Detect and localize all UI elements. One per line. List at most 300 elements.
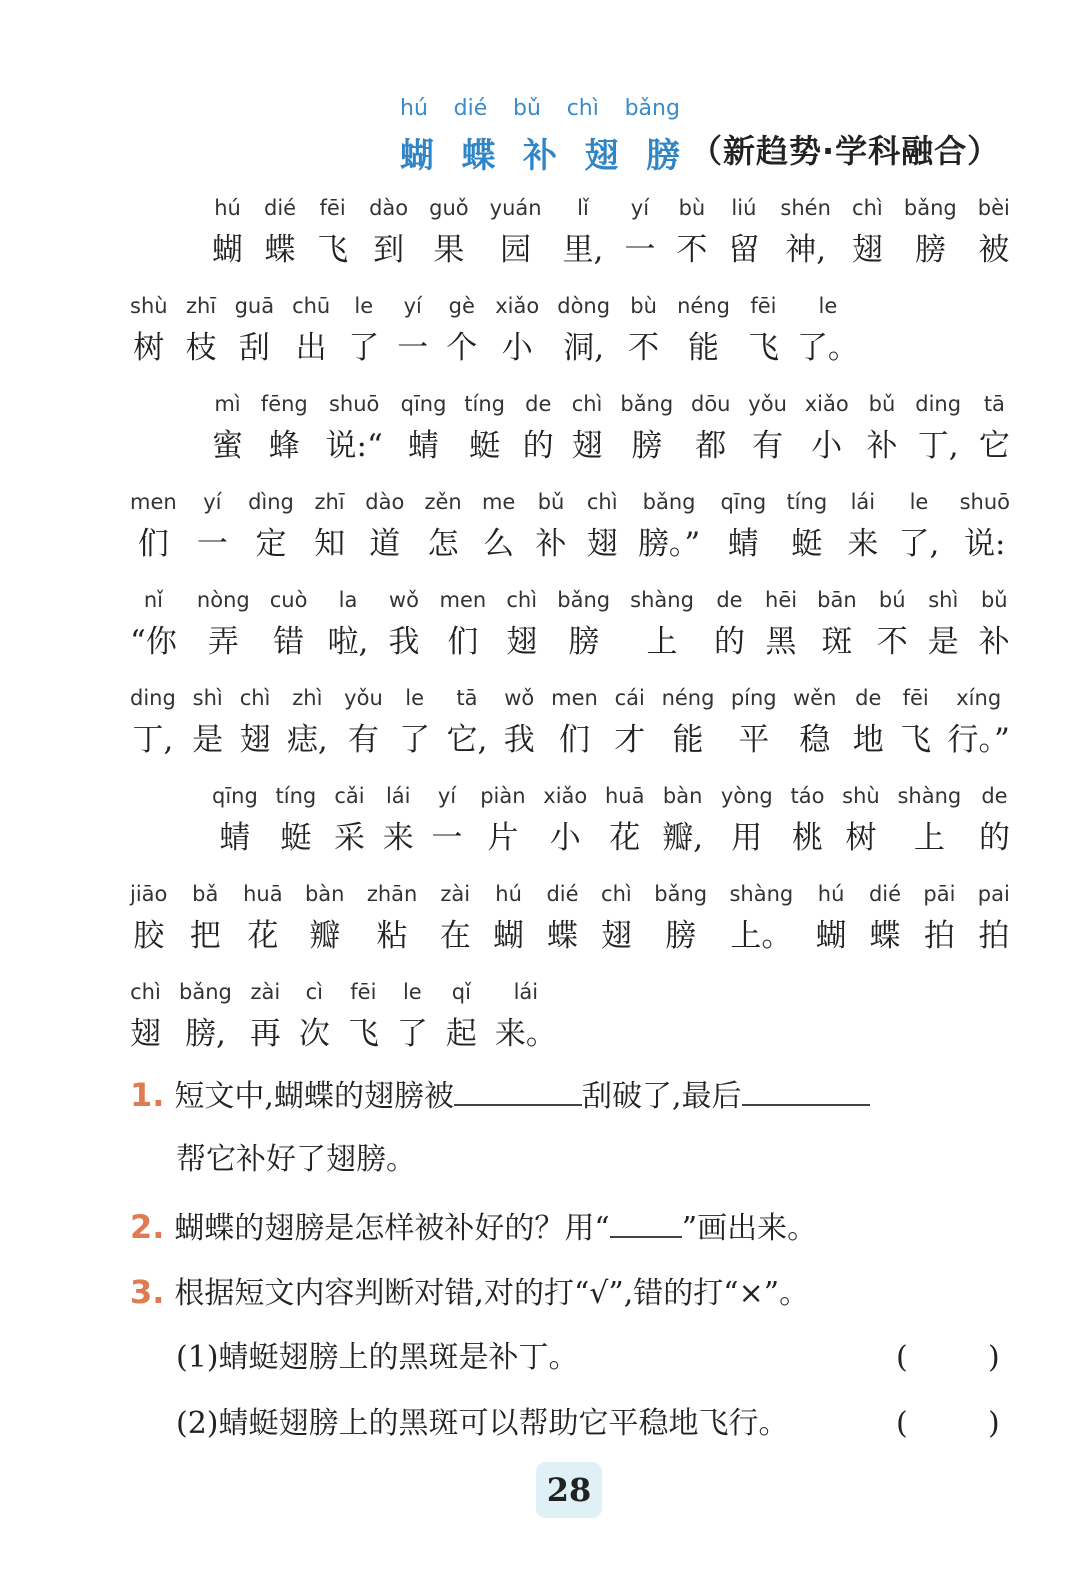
hanzi: 啦, [327, 624, 369, 660]
hanzi: 用 [731, 820, 763, 856]
pinyin: dié [264, 196, 297, 220]
question-number: 1. [130, 1076, 165, 1114]
pinyin: shì [928, 588, 959, 612]
pinyin: ding [130, 686, 176, 710]
pinyin: hēi [765, 588, 798, 612]
word-column [960, 490, 1010, 564]
hanzi: 补 [978, 624, 1010, 660]
pinyin: bǔ [868, 392, 896, 416]
answer-blank[interactable] [454, 1072, 582, 1106]
word-column [614, 686, 645, 760]
question-text: 刮破了,最后 [581, 1079, 742, 1114]
word-column [897, 784, 961, 858]
hanzi: 么 [483, 526, 515, 562]
pinyin: chū [292, 294, 331, 318]
word-column [721, 784, 773, 858]
question-text: ”画出来。 [681, 1211, 818, 1246]
word-column [676, 196, 707, 270]
pinyin: hú [214, 196, 241, 220]
title-char: 补 [523, 136, 557, 176]
hanzi: 飞 [317, 232, 349, 268]
hanzi: 一 [624, 232, 656, 268]
hanzi: 把 [189, 918, 221, 954]
pinyin: fēi [750, 294, 777, 318]
question-text: 蝴蝶的翅膀是怎样被补好的？用“ [174, 1211, 610, 1246]
word-column [729, 882, 793, 956]
hanzi: 膀 [665, 918, 697, 954]
hanzi: 片 [487, 820, 519, 856]
question-number: 3. [130, 1273, 165, 1311]
pinyin: de [981, 784, 1008, 808]
question-2 [130, 1204, 817, 1251]
hanzi: 们 [558, 722, 590, 758]
pinyin: tíng [464, 392, 505, 416]
word-column [638, 490, 700, 564]
word-column [677, 294, 730, 368]
hanzi: 的 [713, 624, 745, 660]
hanzi: 膀, [184, 1016, 226, 1052]
pinyin: shì [192, 686, 223, 710]
pinyin: pāi [923, 882, 956, 906]
word-column [504, 686, 535, 760]
hanzi: 蜻 [219, 820, 251, 856]
hanzi: 才 [614, 722, 646, 758]
answer-paren-open[interactable]: ( [896, 1340, 908, 1375]
title-category-tag: （新趋势·学科融合） [690, 132, 1001, 170]
pinyin: xiǎo [495, 294, 540, 318]
word-column [877, 588, 908, 662]
word-column [326, 392, 383, 466]
pinyin: le [402, 980, 422, 1004]
pinyin: wǒ [504, 686, 535, 710]
word-column [786, 490, 827, 564]
pinyin: fēng [260, 392, 308, 416]
pinyin: wěn [793, 686, 837, 710]
word-column [495, 980, 557, 1054]
word-column [344, 686, 383, 760]
answer-paren-close[interactable]: ) [988, 1406, 1000, 1441]
word-column [439, 588, 486, 662]
story-line [212, 784, 1010, 858]
word-column [847, 490, 878, 564]
answer-blank[interactable] [742, 1072, 870, 1106]
hanzi: 瓣 [309, 918, 341, 954]
word-column [979, 392, 1010, 466]
pinyin: bù [630, 294, 657, 318]
word-column [367, 882, 418, 956]
pinyin: mì [214, 392, 241, 416]
pinyin: me [481, 490, 516, 514]
hanzi: 说:“ [325, 428, 383, 464]
pinyin: dié [868, 882, 902, 906]
pinyin: fēi [350, 980, 377, 1004]
pinyin: lái [385, 784, 411, 808]
hanzi: 翅 [506, 624, 538, 660]
pinyin: bǎng [903, 196, 957, 220]
story-line [130, 686, 1010, 760]
hanzi: 一 [397, 330, 429, 366]
hanzi: 说: [964, 526, 1006, 562]
pinyin: le [354, 294, 374, 318]
hanzi: 里, [562, 232, 604, 268]
word-column [816, 882, 847, 956]
word-column [979, 588, 1010, 662]
hanzi: 了 [396, 1016, 428, 1052]
hanzi: 蜻 [408, 428, 440, 464]
pinyin: dìng [248, 490, 294, 514]
story-title [400, 96, 680, 177]
underline-sample-blank [610, 1204, 682, 1238]
hanzi: 有 [752, 428, 784, 464]
hanzi: 定 [255, 526, 287, 562]
hanzi: 再 [249, 1016, 281, 1052]
hanzi: 花 [247, 918, 279, 954]
pinyin: qīng [212, 784, 258, 808]
hanzi: 蜂 [268, 428, 300, 464]
hanzi: 是 [927, 624, 959, 660]
hanzi: 蝴 [212, 232, 243, 268]
pinyin: shàng [729, 882, 794, 906]
word-column [605, 784, 645, 858]
title-char: 蝶 [461, 136, 496, 176]
hanzi: 小 [501, 330, 533, 366]
hanzi: 补 [866, 428, 898, 464]
hanzi: 来。 [494, 1016, 557, 1052]
question-text: 短文中,蝴蝶的翅膀被 [174, 1079, 454, 1114]
word-column [852, 196, 883, 270]
hanzi: 错 [273, 624, 305, 660]
word-column [900, 686, 931, 760]
word-column [748, 294, 779, 368]
hanzi: 的 [522, 428, 554, 464]
pinyin: chì [571, 392, 603, 416]
hanzi: 蜓 [280, 820, 312, 856]
hanzi: 起 [445, 1016, 477, 1052]
pinyin: ding [915, 392, 962, 416]
pinyin: liú [731, 196, 757, 220]
pinyin: dào [369, 196, 409, 220]
word-column [130, 882, 167, 956]
hanzi: 在 [439, 918, 471, 954]
hanzi: 粘 [376, 918, 408, 954]
pinyin: táo [790, 784, 825, 808]
hanzi: 拍 [923, 918, 955, 954]
word-column [424, 490, 461, 564]
title-pinyin-syllable: chì [566, 96, 599, 121]
pinyin: fēi [319, 196, 346, 220]
pinyin: bǎng [654, 882, 708, 906]
word-column [948, 686, 1010, 760]
pinyin: yǒu [344, 686, 383, 710]
pinyin: chì [586, 490, 618, 514]
pinyin: shén [780, 196, 831, 220]
pinyin: qīng [400, 392, 447, 416]
word-column [397, 980, 428, 1054]
hanzi: 地 [852, 722, 884, 758]
hanzi: 丁, [917, 428, 959, 464]
word-column [923, 882, 955, 956]
word-column [797, 294, 859, 368]
hanzi: 蝶 [264, 232, 296, 268]
word-column [790, 784, 824, 858]
pinyin: zhī [185, 294, 217, 318]
pinyin: zài [250, 980, 281, 1004]
hanzi: 园 [500, 232, 532, 268]
word-column [853, 686, 884, 760]
hanzi: 了。 [796, 330, 859, 366]
hanzi: 个 [446, 330, 478, 366]
pinyin: qīng [720, 490, 767, 514]
title-pinyin-syllable: bǎng [624, 96, 680, 121]
word-column [305, 882, 345, 956]
word-column [447, 686, 488, 760]
word-column [720, 490, 766, 564]
hanzi: 我 [503, 722, 535, 758]
pinyin: pai [977, 882, 1010, 906]
word-column [190, 882, 221, 956]
title-pinyin-syllable: dié [453, 96, 488, 121]
pinyin: de [855, 686, 882, 710]
word-column [601, 882, 632, 956]
title-characters [400, 128, 680, 177]
hanzi: 膀 [631, 428, 663, 464]
word-column [292, 294, 330, 368]
pinyin: tíng [786, 490, 828, 514]
pinyin: zài [440, 882, 471, 906]
hanzi: 翅 [571, 428, 603, 464]
word-column [904, 196, 957, 270]
hanzi: 翅 [130, 1016, 161, 1052]
pinyin: nòng [196, 588, 250, 612]
pinyin: bǎng [620, 392, 674, 416]
pinyin: chì [601, 882, 632, 906]
story-line [130, 980, 1010, 1054]
hanzi: 是 [192, 722, 224, 758]
pinyin: zhì [292, 686, 323, 710]
pinyin: tā [983, 392, 1005, 416]
pinyin: shuō [959, 490, 1010, 514]
hanzi: 有 [347, 722, 379, 758]
hanzi: 们 [447, 624, 479, 660]
pinyin: hú [495, 882, 522, 906]
pinyin: jiāo [130, 882, 168, 906]
word-column [731, 686, 777, 760]
pinyin: cǎi [334, 784, 365, 808]
hanzi: 蜜 [212, 428, 243, 464]
hanzi: 都 [695, 428, 727, 464]
hanzi: 神, [785, 232, 827, 268]
word-column [495, 294, 539, 368]
word-column [979, 784, 1010, 858]
answer-paren-open[interactable]: ( [896, 1406, 908, 1441]
pinyin: la [338, 588, 358, 612]
answer-paren-close[interactable]: ) [988, 1340, 1000, 1375]
hanzi: 翅 [851, 232, 883, 268]
word-column [464, 392, 505, 466]
word-column [250, 980, 281, 1054]
word-column [383, 784, 414, 858]
word-column [506, 588, 537, 662]
story-line [212, 196, 1010, 270]
question-text: 根据短文内容判断对错,对的打“√”,错的打“×”。 [174, 1276, 810, 1311]
word-column [192, 686, 223, 760]
hanzi: 来 [382, 820, 414, 856]
word-column [536, 490, 567, 564]
word-column [243, 882, 283, 956]
hanzi: 桃 [791, 820, 823, 856]
pinyin: bǎng [557, 588, 611, 612]
pinyin: yuán [489, 196, 542, 220]
word-column [276, 784, 317, 858]
word-column [264, 196, 296, 270]
story-line [130, 490, 1010, 564]
pinyin: wǒ [388, 588, 419, 612]
story-line [130, 294, 1010, 368]
word-column [446, 294, 477, 368]
hanzi: 到 [373, 232, 405, 268]
pinyin: men [551, 686, 598, 710]
word-column [429, 196, 469, 270]
pinyin: de [525, 392, 552, 416]
word-column [446, 980, 477, 1054]
word-column [431, 784, 462, 858]
hanzi: 补 [535, 526, 567, 562]
word-column [287, 686, 328, 760]
word-column [869, 882, 901, 956]
word-column [523, 392, 554, 466]
pinyin: huā [605, 784, 645, 808]
hanzi: 能 [688, 330, 719, 366]
hanzi: 留 [728, 232, 760, 268]
pinyin: yòng [720, 784, 773, 808]
pinyin: xiǎo [543, 784, 588, 808]
word-column [130, 980, 161, 1054]
pinyin: dōu [691, 392, 731, 416]
hanzi: 飞 [747, 330, 779, 366]
pinyin: shàng [630, 588, 694, 612]
hanzi: 行。” [947, 722, 1010, 758]
pinyin: cái [614, 686, 645, 710]
word-column [624, 196, 655, 270]
hanzi: 花 [609, 820, 641, 856]
word-column [543, 784, 587, 858]
pinyin: guā [234, 294, 275, 318]
pinyin: bān [817, 588, 857, 612]
word-column [728, 196, 759, 270]
hanzi: 了 [348, 330, 380, 366]
pinyin: tíng [275, 784, 317, 808]
hanzi: 它, [446, 722, 488, 758]
pinyin: néng [661, 686, 715, 710]
pinyin: néng [677, 294, 730, 318]
word-column [212, 392, 243, 466]
word-column [399, 686, 430, 760]
hanzi: 蜓 [791, 526, 823, 562]
pinyin: dào [365, 490, 405, 514]
hanzi: 膀 [914, 232, 946, 268]
hanzi: 树 [133, 330, 165, 366]
word-column [915, 392, 961, 466]
hanzi: 上 [913, 820, 945, 856]
pinyin: yí [203, 490, 222, 514]
question-number: 2. [130, 1208, 165, 1246]
question-1-continued: 帮它补好了翅膀。 [176, 1142, 416, 1177]
page-number: 28 [536, 1462, 602, 1518]
word-column [630, 588, 694, 662]
word-column [186, 294, 217, 368]
word-column [557, 294, 610, 368]
word-column [928, 588, 959, 662]
word-column [654, 882, 707, 956]
title-pinyin [400, 96, 680, 126]
word-column [899, 490, 940, 564]
hanzi: 树 [845, 820, 877, 856]
pinyin: bàn [304, 882, 345, 906]
hanzi: 不 [628, 330, 660, 366]
pinyin: hú [817, 882, 845, 906]
question-3 [130, 1270, 809, 1316]
hanzi: 道 [369, 526, 401, 562]
pinyin: fēi [902, 686, 929, 710]
word-column [334, 784, 365, 858]
word-column [866, 392, 897, 466]
hanzi: 膀 [568, 624, 600, 660]
hanzi: 弄 [207, 624, 239, 660]
pinyin: cuò [269, 588, 308, 612]
word-column [248, 490, 294, 564]
word-column [261, 392, 308, 466]
pinyin: le [405, 686, 425, 710]
story-line [212, 392, 1010, 466]
pinyin: chì [130, 980, 161, 1004]
pinyin: men [130, 490, 177, 514]
hanzi: 平 [738, 722, 770, 758]
pinyin: shuō [328, 392, 380, 416]
word-column [551, 686, 598, 760]
hanzi: 不 [876, 624, 908, 660]
pinyin: dié [546, 882, 579, 906]
word-column [628, 294, 659, 368]
hanzi: 飞 [900, 722, 932, 758]
title-char: 膀 [646, 136, 680, 176]
word-column [299, 980, 330, 1054]
word-column [197, 490, 228, 564]
word-column [130, 490, 177, 564]
word-column [179, 980, 232, 1054]
word-column [212, 784, 258, 858]
word-column [480, 784, 525, 858]
hanzi: 洞, [563, 330, 605, 366]
pinyin: le [818, 294, 838, 318]
hanzi: 蝴 [493, 918, 525, 954]
hanzi: 瓣, [662, 820, 704, 856]
pinyin: gè [448, 294, 475, 318]
hanzi: 小 [549, 820, 581, 856]
pinyin: chì [852, 196, 883, 220]
hanzi: 来 [847, 526, 879, 562]
hanzi: 翅 [239, 722, 271, 758]
pinyin: bǔ [980, 588, 1008, 612]
hanzi: 飞 [347, 1016, 379, 1052]
word-column [130, 294, 168, 368]
pinyin: cì [305, 980, 324, 1004]
hanzi: 上。 [730, 918, 793, 954]
word-column [817, 588, 857, 662]
word-column [748, 392, 787, 466]
pinyin: bǔ [537, 490, 565, 514]
hanzi: 上 [646, 624, 678, 660]
hanzi: 胶 [133, 918, 165, 954]
